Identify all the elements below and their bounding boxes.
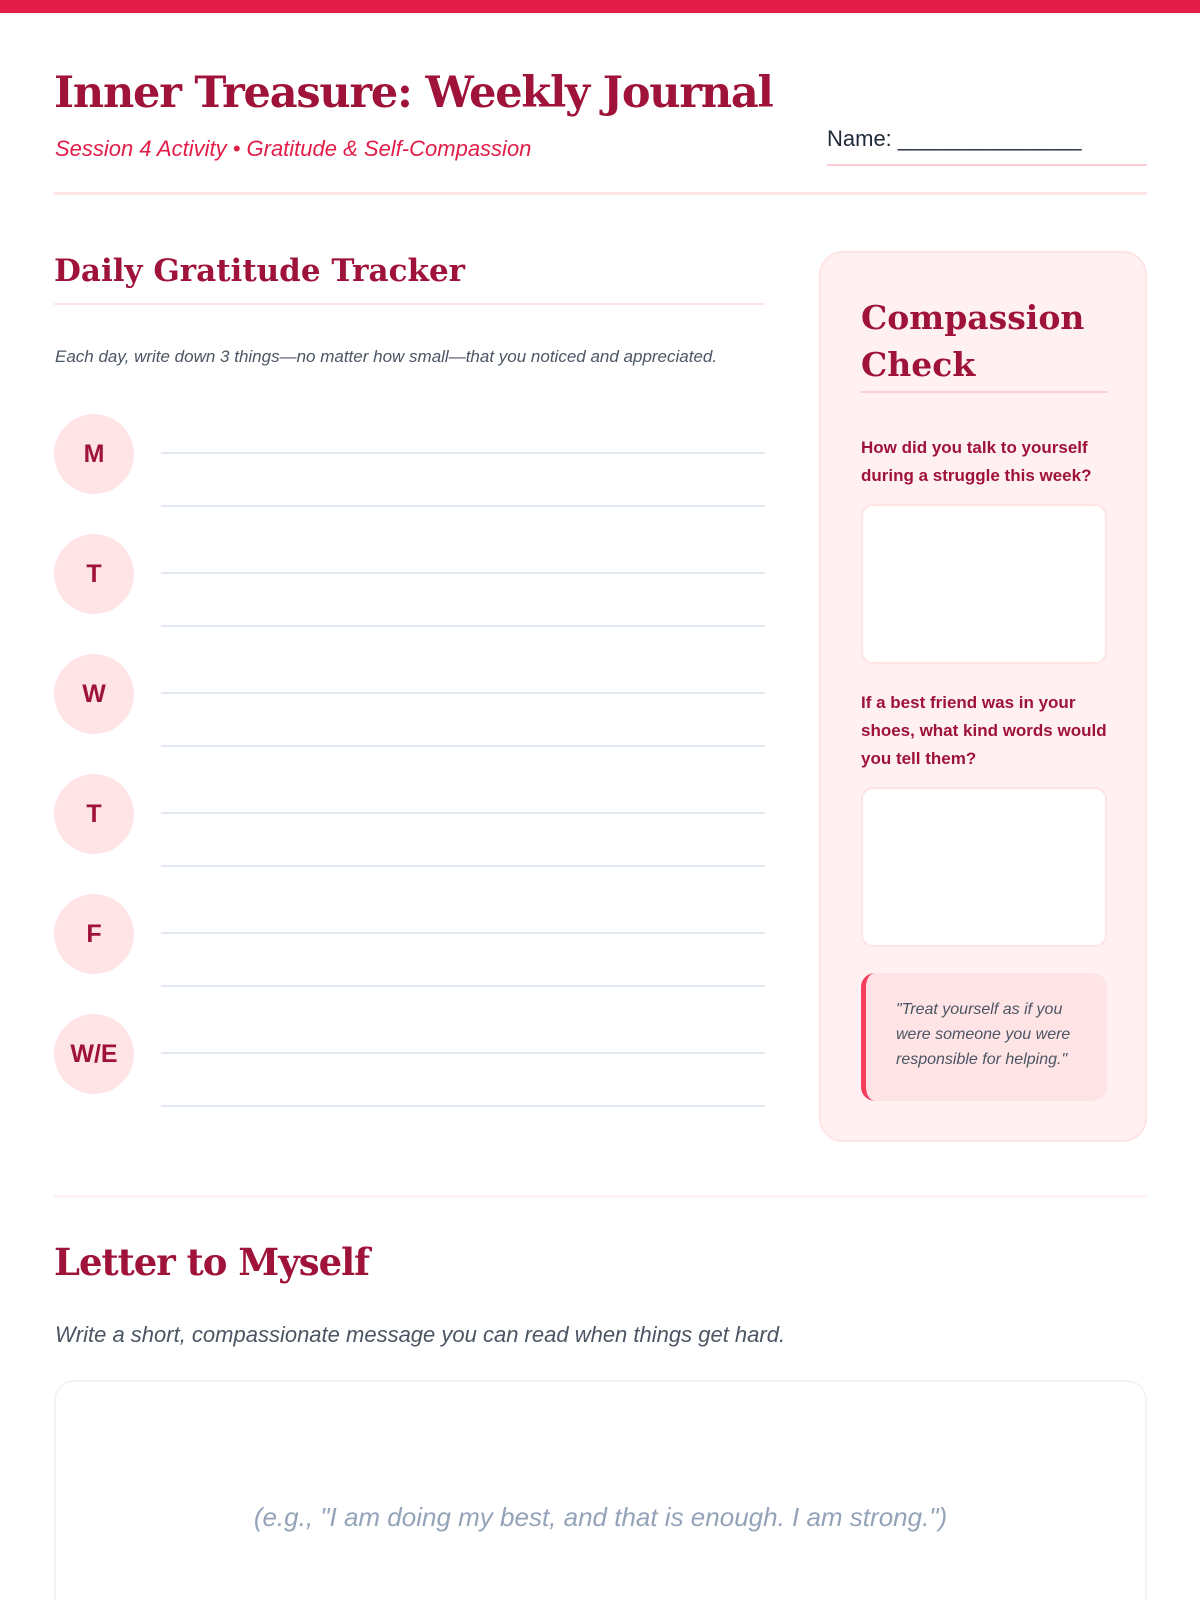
page-title: Inner Treasure: Weekly Journal	[54, 68, 773, 118]
day-row-friday	[54, 894, 765, 1014]
writing-line[interactable]	[161, 625, 765, 627]
tracker-divider	[54, 303, 765, 305]
section-divider	[54, 1195, 1147, 1198]
letter-placeholder: (e.g., "I am doing my best, and that is enough. I am strong.")	[253, 1502, 948, 1532]
day-badge: T	[54, 774, 134, 854]
day-row-wednesday	[54, 654, 765, 774]
answer-box-best-friend[interactable]	[861, 787, 1107, 947]
top-accent-bar	[0, 0, 1200, 13]
question-self-talk: How did you talk to yourself during a struggle this week?	[861, 438, 1092, 485]
writing-line[interactable]	[161, 505, 765, 507]
quote-box	[861, 973, 1107, 1101]
card-title: Compassion Check	[861, 298, 1085, 384]
card-divider	[861, 391, 1107, 393]
writing-line[interactable]	[161, 932, 765, 934]
day-badge: W	[54, 654, 134, 734]
name-field[interactable]: Name: _______________	[827, 126, 1147, 166]
letter-title: Letter to Myself	[54, 1240, 370, 1284]
day-badge: F	[54, 894, 134, 974]
question-best-friend: If a best friend was in your shoes, what kind words would you tell them?	[861, 693, 1107, 768]
day-row-tuesday	[54, 534, 765, 654]
writing-line[interactable]	[161, 745, 765, 747]
day-badge: M	[54, 414, 134, 494]
page-subtitle: Session 4 Activity • Gratitude & Self-Compassion	[55, 136, 532, 161]
day-badge: T	[54, 534, 134, 614]
quote-text: "Treat yourself as if you were someone you were responsible for helping."	[896, 1001, 1071, 1068]
header-divider	[54, 192, 1147, 195]
letter-instructions: Write a short, compassionate message you can read when things get hard.	[55, 1322, 786, 1347]
tracker-title: Daily Gratitude Tracker	[54, 253, 466, 289]
writing-line[interactable]	[161, 452, 765, 454]
day-row-weekend	[54, 1014, 765, 1134]
writing-line[interactable]	[161, 812, 765, 814]
day-row-thursday	[54, 774, 765, 894]
writing-line[interactable]	[161, 985, 765, 987]
writing-line[interactable]	[161, 572, 765, 574]
answer-box-self-talk[interactable]	[861, 504, 1107, 664]
tracker-instructions: Each day, write down 3 things—no matter how small—that you noticed and appreciated.	[55, 347, 718, 366]
writing-line[interactable]	[161, 865, 765, 867]
day-row-monday	[54, 414, 765, 534]
letter-writing-box[interactable]	[54, 1380, 1147, 1600]
writing-line[interactable]	[161, 1052, 765, 1054]
writing-line[interactable]	[161, 1105, 765, 1107]
day-badge: W/E	[54, 1014, 134, 1094]
writing-line[interactable]	[161, 692, 765, 694]
compassion-check-card	[819, 251, 1147, 1142]
